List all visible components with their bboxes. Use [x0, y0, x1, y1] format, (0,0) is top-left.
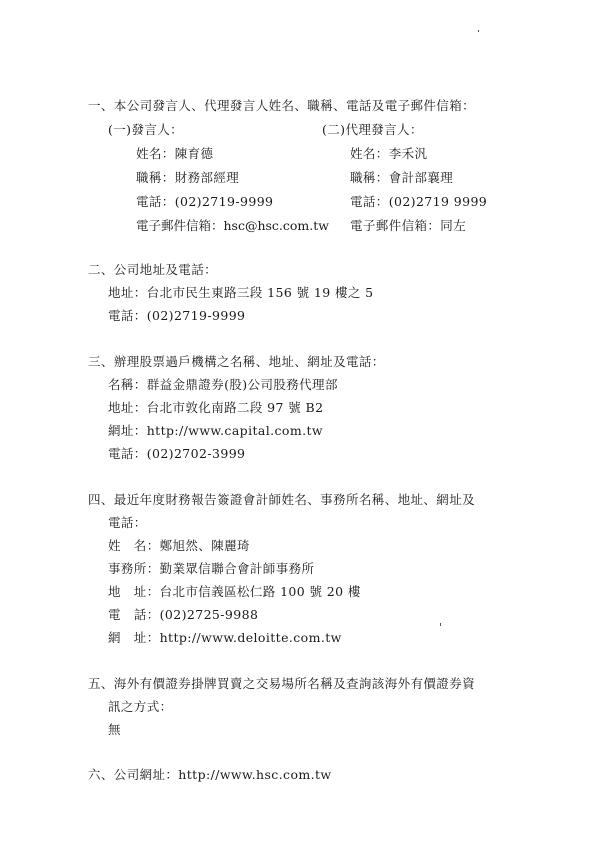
section4-heading-line2: 電話：: [108, 515, 147, 530]
deputy-name: 姓名：李禾汎: [350, 146, 428, 161]
transfer-agent-phone: 電話：(02)2702-3999: [108, 446, 246, 461]
spokesperson-email: 電子郵件信箱：hsc@hsc.com.tw: [136, 218, 329, 233]
section2-heading: 二、公司地址及電話：: [88, 262, 218, 277]
transfer-agent-name: 名稱：群益金鼎證券(股)公司股務代理部: [108, 377, 338, 392]
section4-heading-line1: 四、最近年度財務報告簽證會計師姓名、事務所名稱、地址、網址及: [88, 492, 476, 507]
section5-heading-line1: 五、海外有價證券掛牌買賣之交易場所名稱及查詢該海外有價證券資: [88, 676, 476, 691]
spokesperson-phone: 電話：(02)2719-9999: [136, 194, 274, 209]
deputy-email: 電子郵件信箱：同左: [350, 218, 467, 233]
section5-heading-line2: 訊之方式：: [108, 699, 173, 714]
deputy-phone: 電話：(02)2719 9999: [350, 194, 488, 209]
company-phone: 電話：(02)2719-9999: [108, 308, 246, 323]
spokesperson-title: 職稱：財務部經理: [136, 170, 240, 185]
scan-speck: [478, 30, 479, 32]
auditor-firm: 事務所：勤業眾信聯合會計師事務所: [108, 561, 315, 576]
deputy-label: (二)代理發言人：: [322, 122, 423, 137]
scan-speck: [440, 623, 441, 626]
transfer-agent-address: 地址：台北市敦化南路二段 97 號 B2: [108, 400, 324, 415]
auditor-website: 網 址：http://www.deloitte.com.tw: [108, 630, 342, 645]
spokesperson-label: (一)發言人：: [108, 122, 184, 137]
auditor-names: 姓 名：鄭旭然、陳麗琦: [108, 538, 250, 553]
spokesperson-name: 姓名：陳育德: [136, 146, 214, 161]
section5-value: 無: [108, 722, 121, 737]
section6-heading: 六、公司網址：http://www.hsc.com.tw: [88, 767, 332, 782]
transfer-agent-website: 網址：http://www.capital.com.tw: [108, 423, 323, 438]
deputy-title: 職稱：會計部襄理: [350, 170, 454, 185]
company-address: 地址：台北市民生東路三段 156 號 19 樓之 5: [108, 285, 374, 300]
auditor-address: 地 址：台北市信義區松仁路 100 號 20 樓: [108, 584, 361, 599]
auditor-phone: 電 話：(02)2725-9988: [108, 607, 259, 622]
section3-heading: 三、辦理股票過戶機構之名稱、地址、網址及電話：: [88, 354, 385, 369]
section1-heading: 一、本公司發言人、代理發言人姓名、職稱、電話及電子郵件信箱：: [88, 98, 476, 113]
